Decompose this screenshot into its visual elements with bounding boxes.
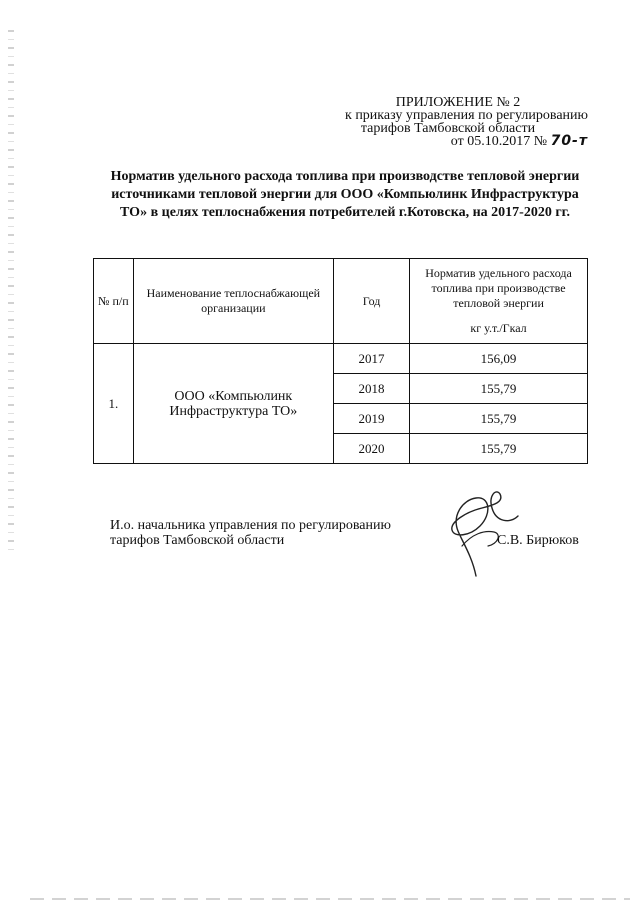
header-unit: кг у.т./Гкал <box>470 321 527 335</box>
signatory-role-line-1: И.о. начальника управления по регулированию <box>110 518 391 533</box>
norm-table <box>93 258 588 464</box>
appendix-date-line <box>268 135 588 148</box>
value-cell: 155,79 <box>410 404 588 434</box>
value-cell: 155,79 <box>410 434 588 464</box>
year-cell: 2019 <box>334 404 410 434</box>
appendix-line-2: тарифов Тамбовской области <box>360 121 536 136</box>
row-number: 1. <box>94 344 134 464</box>
year-cell: 2018 <box>334 374 410 404</box>
signatory-role-line-2: тарифов Тамбовской области <box>110 533 285 548</box>
handwritten-signature <box>432 486 522 578</box>
order-number: 70-т <box>550 133 588 149</box>
signatory-role <box>110 518 391 548</box>
table-header-row <box>94 259 588 344</box>
scan-bottom-marks <box>30 898 630 900</box>
header-norm-text: Норматив удельного расхода топлива при производстве тепловой энергии <box>425 266 572 310</box>
signatory-name: С.В. Бирюков <box>497 533 579 548</box>
header-num: № п/п <box>94 259 134 344</box>
appendix-line-1: к приказу управления по регулированию <box>345 108 588 123</box>
org-name: ООО «Компьюлинк Инфраструктура ТО» <box>133 344 333 464</box>
header-year: Год <box>334 259 410 344</box>
document-title: Норматив удельного расхода топлива при производстве тепловой энергии источниками тепловой энергии для ООО «Компьюлинк Инфраструктура ТО» в целях теплоснабжения потребителей г.Котовска, на 2017-2020 гг. <box>110 169 580 220</box>
header-norm <box>410 259 588 344</box>
table-row <box>94 344 588 374</box>
appendix-title: ПРИЛОЖЕНИЕ № 2 <box>395 95 521 110</box>
scan-edge-marks <box>8 30 14 550</box>
year-cell: 2017 <box>334 344 410 374</box>
appendix-header <box>268 96 588 148</box>
appendix-date: от 05.10.2017 № <box>450 134 548 149</box>
year-cell: 2020 <box>334 434 410 464</box>
header-org: Наименование теплоснабжающей организации <box>133 259 333 344</box>
value-cell: 156,09 <box>410 344 588 374</box>
value-cell: 155,79 <box>410 374 588 404</box>
